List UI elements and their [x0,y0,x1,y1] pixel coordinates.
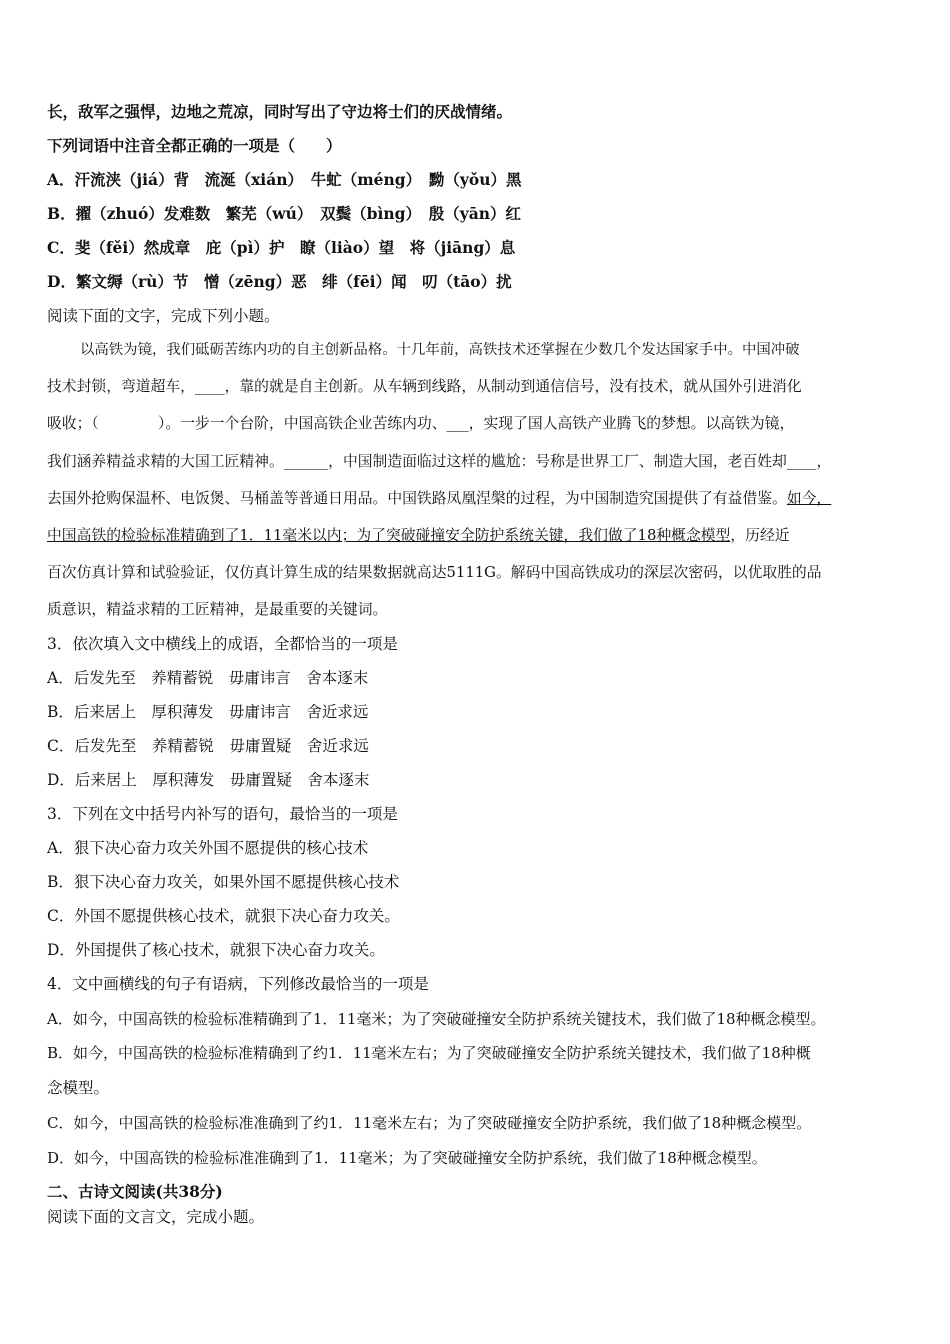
option-a: A．汗流浃（jiá）背 流涎（xián） 牛虻（méng） 黝（yǒu）黑 [47,170,522,189]
section-2-instruction: 阅读下面的文言文，完成小题。 [47,1208,265,1226]
question-3b-option-c: C．外国不愿提供核心技术，就狠下决心奋力攻关。 [47,907,400,925]
passage-line-5 [47,489,831,509]
question-3b-option-d: D．外国提供了核心技术，就狠下决心奋力攻关。 [47,941,385,959]
question-3b-option-b: B．狠下决心奋力攻关，如果外国不愿提供核心技术 [47,873,400,891]
option-b: B．擢（zhuó）发难数 繁芜（wú） 双鬓（bìng） 殷（yān）红 [47,204,522,223]
question-3a-option-b: B．后来居上 厚积薄发 毋庸讳言 舍近求远 [47,703,369,721]
question-3a-option-a: A．后发先至 养精蓄锐 毋庸讳言 舍本逐末 [47,669,369,687]
question-3a-option-c: C．后发先至 养精蓄锐 毋庸置疑 舍近求远 [47,737,369,755]
underlined-sentence-start: 如今， [786,490,832,507]
passage-line-2: 技术封锁，弯道超车，____，靠的就是自主创新。从车辆到线路，从制动到通信信号，没有技术，就从国外引进消化 [47,378,802,395]
section-2-title: 二、古诗文阅读(共38分) [47,1182,223,1201]
passage-line-3: 吸收；（ ）。一步一个台阶，中国高铁企业苦练内功、___，实现了国人高铁产业腾飞的梦想。以高铁为镜， [47,415,795,432]
question-stem-pinyin: 下列词语中注音全都正确的一项是（ ） [47,136,342,155]
passage-line-4: 我们涵养精益求精的大国工匠精神。______，中国制造面临过这样的尴尬：号称是世界工厂、制造大国，老百姓却____， [47,453,832,470]
question-4-option-a: A．如今，中国高铁的检验标准精确到了1．11毫米；为了突破碰撞安全防护系统关键技术，我们做了18种概念模型。 [47,1010,826,1028]
question-3a-option-d: D．后来居上 厚积薄发 毋庸置疑 舍本逐末 [47,771,370,789]
passage-line-7: 百次仿真计算和试验验证，仅仿真计算生成的结果数据就高达5111G。解码中国高铁成功的深层次密码，以优取胜的品 [47,564,822,581]
underlined-sentence: 中国高铁的检验标准精确到了1．11毫米以内；为了突破碰撞安全防护系统关键，我们做了18种概念模型 [47,527,731,544]
question-4-option-b-line-2: 念模型。 [47,1079,110,1097]
option-c: C．斐（fěi）然成章 庇（pì）护 瞭（liào）望 将（jiāng）息 [47,238,516,257]
passage-line-1: 以高铁为镜，我们砥砺苦练内功的自主创新品格。十几年前，高铁技术还掌握在少数几个发达国家手中。中国冲破 [80,342,800,358]
option-d: D．繁文缛（rù）节 憎（zēng）恶 绯（fēi）闻 叨（tāo）扰 [47,272,512,291]
reading-instruction: 阅读下面的文字，完成下列小题。 [47,307,280,325]
question-4-stem: 4．文中画横线的句子有语病，下列修改最恰当的一项是 [47,975,429,993]
question-3a-stem: 3．依次填入文中横线上的成语，全都恰当的一项是 [47,635,398,653]
question-3b-stem: 3．下列在文中括号内补写的语句，最恰当的一项是 [47,805,398,823]
question-4-option-c: C．如今，中国高铁的检验标准准确到了约1．11毫米左右；为了突破碰撞安全防护系统，我们做了18种概念模型。 [47,1114,812,1132]
passage-line-6 [47,526,790,546]
passage-line-6-tail: ，历经近 [730,527,790,544]
intro-line: 长，敌军之强悍，边地之荒凉，同时写出了守边将士们的厌战情绪。 [47,102,513,121]
question-4-option-b-line-1: B．如今，中国高铁的检验标准精确到了约1．11毫米左右；为了突破碰撞安全防护系统关键技术，我们做了18种概 [47,1044,811,1062]
question-4-option-d: D．如今，中国高铁的检验标准准确到了1．11毫米；为了突破碰撞安全防护系统，我们做了18种概念模型。 [47,1149,767,1167]
question-3b-option-a: A．狠下决心奋力攻关外国不愿提供的核心技术 [47,839,369,857]
passage-line-5-text: 去国外抢购保温杯、电饭煲、马桶盖等普通日用品。中国铁路凤凰涅槃的过程，为中国制造究国提供了有益借鉴。 [47,490,787,507]
passage-line-8: 质意识，精益求精的工匠精神，是最重要的关键词。 [47,601,388,618]
